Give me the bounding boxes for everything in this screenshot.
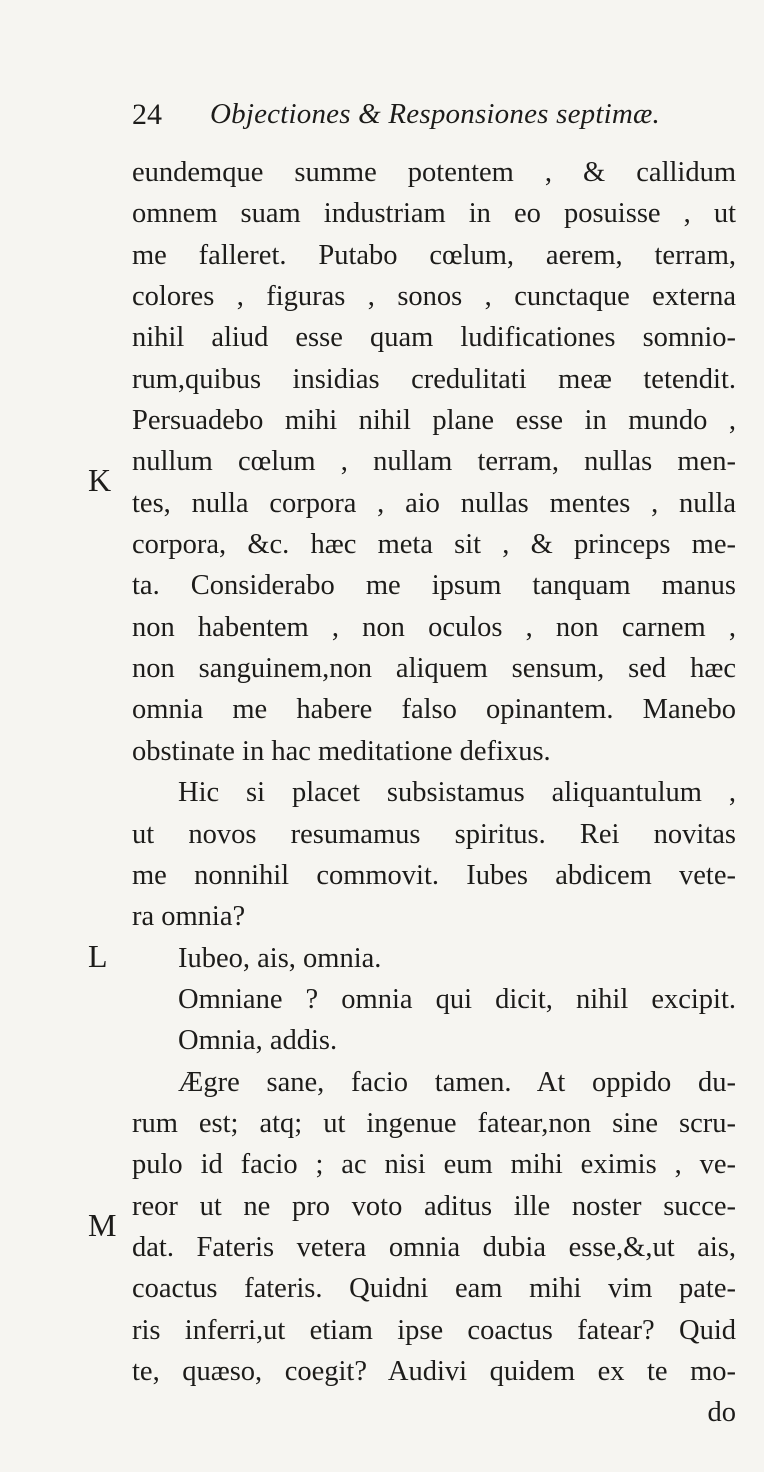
body-text (132, 152, 736, 1434)
text-line: omnia me habere falso opinantem. Manebo (132, 694, 736, 726)
page-number: 24 (132, 98, 162, 131)
text-line: eundemque summe potentem , & callidum (132, 157, 736, 188)
text-line: pulo id facio ; ac nisi eum mihi eximis , ve- (132, 1149, 736, 1181)
text-line: coactus fateris. Quidni eam mihi vim pate- (132, 1273, 736, 1305)
text-line: Omnia, addis. (178, 1025, 338, 1057)
text-line: rum est; atq; ut ingenue fatear,non sine scru- (132, 1107, 736, 1139)
text-line: me falleret. Putabo cœlum, aerem, terram, (132, 239, 736, 271)
text-line: rum,quibus insidias credulitati meæ tetendit. (132, 363, 736, 395)
text-line: do (707, 1397, 736, 1429)
text-line: non habentem , non oculos , non carnem , (132, 611, 736, 643)
text-line: reor ut ne pro voto aditus ille noster succe- (132, 1190, 736, 1222)
text-line: Persuadebo mihi nihil plane esse in mundo , (132, 405, 736, 437)
text-line: ut novos resumamus spiritus. Rei novitas (132, 818, 736, 850)
margin-letter-m: M (88, 1207, 117, 1243)
running-title: Objectiones & Responsiones septimæ. (210, 98, 661, 130)
text-line: Omniane ? omnia qui dicit, nihil excipit. (178, 983, 736, 1015)
text-line: ta. Considerabo me ipsum tanquam manus (132, 570, 736, 602)
text-line: non sanguinem,non aliquem sensum, sed hæc (132, 653, 736, 685)
text-line: dat. Fateris vetera omnia dubia esse,&,ut ais, (132, 1231, 736, 1263)
text-line: colores , figuras , sonos , cunctaque externa (132, 281, 736, 313)
text-line: Hic si placet subsistamus aliquantulum , (178, 777, 736, 809)
text-line: me nonnihil commovit. Iubes abdicem vete- (132, 859, 736, 891)
text-line: Iubeo, ais, omnia. (178, 942, 382, 974)
text-line: ris inferri,ut etiam ipse coactus fatear? Quid (132, 1314, 736, 1346)
text-line: nullum cœlum , nullam terram, nullas men- (132, 446, 736, 478)
page-header (132, 98, 692, 138)
text-line: nihil aliud esse quam ludificationes somnio- (132, 322, 736, 354)
text-line: obstinate in hac meditatione defixus. (132, 735, 551, 767)
text-line: omnem suam industriam in eo posuisse , ut (132, 198, 736, 230)
margin-letter-k: K (88, 462, 112, 498)
margin-letter-l: L (88, 938, 108, 974)
text-line: tes, nulla corpora , aio nullas mentes , nulla (132, 487, 736, 519)
text-line: ra omnia? (132, 901, 246, 933)
text-line: te, quæso, coegit? Audivi quidem ex te mo- (132, 1355, 736, 1387)
text-line: corpora, &c. hæc meta sit , & princeps me- (132, 529, 736, 561)
text-line: Ægre sane, facio tamen. At oppido du- (178, 1066, 736, 1098)
